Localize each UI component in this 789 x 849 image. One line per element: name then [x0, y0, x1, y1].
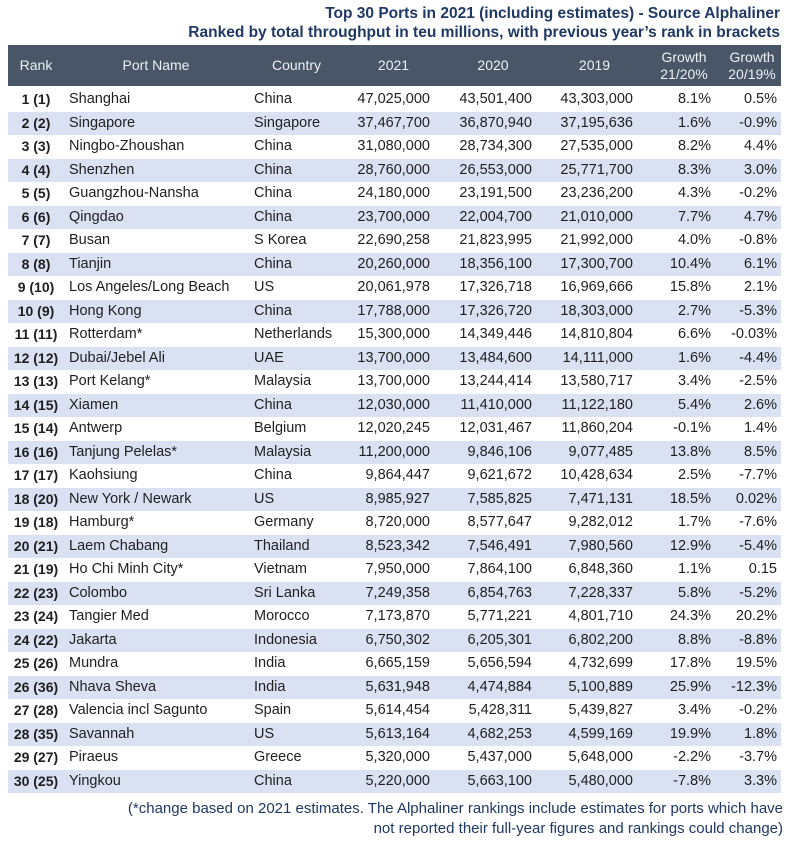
teu-2021-cell: 7,173,870: [365, 608, 430, 624]
rank-cell: 28 (35): [8, 723, 64, 747]
growth-20-19-cell: 0.02%: [723, 488, 781, 512]
teu-2019-cell: 43,303,000: [560, 91, 633, 107]
table-row: [8, 629, 781, 653]
rank-cell: 14 (15): [8, 394, 64, 418]
growth-21-20-cell: 1.1%: [677, 561, 711, 577]
port-name-cell: Shanghai: [69, 91, 131, 107]
growth-20-19-label-line1: Growth: [729, 48, 775, 65]
table-row: [8, 746, 781, 770]
column-header-port-name: Port Name: [64, 45, 248, 87]
port-name-cell: Mundra: [69, 655, 119, 671]
teu-2020-cell: 14,349,446: [459, 326, 532, 342]
header-row: [8, 45, 781, 87]
country-cell: US: [254, 279, 275, 295]
port-name-cell: Nhava Sheva: [64, 676, 248, 700]
teu-2021-cell: 15,300,000: [357, 326, 430, 342]
growth-21-20-cell: 5.4%: [645, 394, 723, 418]
rank-cell: 26 (36): [8, 676, 64, 700]
teu-2021-cell: 8,523,342: [345, 535, 442, 559]
rank-cell: 2 (2): [8, 112, 64, 136]
teu-2019-cell: 6,848,360: [568, 561, 633, 577]
growth-20-19-cell: 4.7%: [723, 206, 781, 230]
table-row: [8, 135, 781, 159]
country-cell: India: [248, 676, 345, 700]
rank-cell: 1 (1): [21, 91, 51, 107]
country-cell: China: [248, 159, 345, 183]
teu-2019-cell: 7,471,131: [544, 488, 645, 512]
port-name-cell: Busan: [69, 232, 111, 248]
table-row: [8, 370, 781, 394]
rank-cell: 9 (10): [17, 279, 55, 295]
growth-20-19-cell: 2.1%: [743, 279, 777, 295]
teu-2020-cell: 5,437,000: [467, 749, 532, 765]
country-cell: S Korea: [254, 232, 307, 248]
country-cell: Belgium: [254, 420, 307, 436]
country-cell: China: [254, 138, 292, 154]
growth-21-20-cell: 10.4%: [645, 253, 723, 277]
growth-20-19-cell: 6.1%: [723, 253, 781, 277]
table-row: [8, 723, 781, 747]
teu-2020-cell: 5,771,221: [467, 608, 532, 624]
teu-2020-cell: 5,663,100: [442, 770, 544, 794]
teu-2019-cell: 11,860,204: [561, 420, 633, 436]
teu-2019-cell: 7,228,337: [544, 582, 645, 606]
footnote-line1: (*change based on 2021 estimates. The Alphaliner rankings include estimates for ports which have: [127, 800, 783, 817]
rank-cell: 23 (24): [13, 608, 59, 624]
teu-2020-cell: 7,585,825: [442, 488, 544, 512]
table-row: [8, 488, 781, 512]
growth-20-19-cell: -0.9%: [723, 112, 781, 136]
growth-20-19-cell: 19.5%: [735, 655, 777, 671]
growth-20-19-cell: 0.15: [748, 561, 777, 577]
country-cell: US: [248, 488, 345, 512]
table-header: [8, 45, 781, 87]
table-row: [8, 652, 781, 676]
teu-2021-cell: 11,200,000: [345, 441, 442, 465]
column-header-2019: 2019: [544, 45, 645, 87]
teu-2020-cell: 43,501,400: [459, 91, 532, 107]
port-name-cell: Colombo: [64, 582, 248, 606]
growth-21-20-cell: 3.4%: [677, 373, 711, 389]
table-row: [8, 605, 781, 629]
table-row: [8, 441, 781, 465]
port-name-cell: Tanjung Pelelas*: [64, 441, 248, 465]
teu-2021-cell: 7,249,358: [345, 582, 442, 606]
teu-2020-cell: 7,864,100: [467, 561, 532, 577]
country-cell: China: [248, 770, 345, 794]
growth-20-19-cell: 2.6%: [723, 394, 781, 418]
teu-2020-cell: 9,621,672: [467, 467, 532, 483]
teu-2019-cell: 13,580,717: [560, 373, 633, 389]
growth-21-20-cell: 4.3%: [677, 185, 711, 201]
teu-2020-cell: 36,870,940: [442, 112, 544, 136]
growth-21-20-cell: 6.6%: [677, 326, 711, 342]
teu-2021-cell: 20,260,000: [345, 253, 442, 277]
growth-21-20-cell: -7.8%: [645, 770, 723, 794]
teu-2021-cell: 5,614,454: [365, 702, 430, 718]
growth-21-20-cell: 13.8%: [645, 441, 723, 465]
rank-cell: 19 (18): [13, 514, 59, 530]
teu-2020-cell: 11,410,000: [442, 394, 544, 418]
country-cell: Singapore: [248, 112, 345, 136]
teu-2021-cell: 31,080,000: [357, 138, 430, 154]
table-row: [8, 676, 781, 700]
table-row: [8, 182, 781, 206]
teu-2019-cell: 9,077,485: [544, 441, 645, 465]
port-name-cell: Valencia incl Sagunto: [69, 702, 208, 718]
growth-20-19-cell: 3.0%: [723, 159, 781, 183]
teu-2020-cell: 4,682,253: [442, 723, 544, 747]
teu-2019-cell: 18,303,000: [544, 300, 645, 324]
teu-2019-cell: 37,195,636: [544, 112, 645, 136]
table-row: [8, 87, 781, 112]
growth-21-20-cell: 17.8%: [669, 655, 711, 671]
teu-2019-cell: 5,480,000: [544, 770, 645, 794]
port-name-cell: Rotterdam*: [69, 326, 143, 342]
port-name-cell: Tangier Med: [69, 608, 149, 624]
title-line2: Ranked by total throughput in teu millions, with previous year’s rank in brackets: [188, 24, 780, 41]
teu-2021-cell: 8,720,000: [365, 514, 430, 530]
teu-2021-cell: 28,760,000: [345, 159, 442, 183]
growth-20-19-cell: 4.4%: [743, 138, 777, 154]
growth-21-20-cell: 5.8%: [645, 582, 723, 606]
teu-2019-cell: 9,282,012: [568, 514, 633, 530]
growth-21-20-cell: 8.1%: [677, 91, 711, 107]
country-cell: China: [248, 300, 345, 324]
teu-2019-cell: 14,810,804: [560, 326, 633, 342]
teu-2021-cell: 13,700,000: [345, 347, 442, 371]
port-name-cell: Antwerp: [69, 420, 123, 436]
teu-2019-cell: 21,010,000: [544, 206, 645, 230]
teu-2020-cell: 26,553,000: [442, 159, 544, 183]
teu-2021-cell: 5,320,000: [365, 749, 430, 765]
port-name-cell: Qingdao: [64, 206, 248, 230]
table-row: [8, 582, 781, 606]
port-name-cell: Yingkou: [64, 770, 248, 794]
teu-2021-cell: 24,180,000: [357, 185, 430, 201]
rank-cell: 27 (28): [13, 702, 59, 718]
growth-21-20-cell: 1.6%: [645, 112, 723, 136]
teu-2020-cell: 6,205,301: [442, 629, 544, 653]
table-row: [8, 464, 781, 488]
country-cell: Netherlands: [254, 326, 333, 342]
teu-2019-cell: 11,122,180: [544, 394, 645, 418]
country-cell: Spain: [254, 702, 292, 718]
growth-20-19-cell: -0.03%: [731, 326, 777, 342]
growth-20-19-cell: 20.2%: [735, 608, 777, 624]
teu-2021-cell: 12,020,245: [357, 420, 430, 436]
teu-2020-cell: 13,484,600: [442, 347, 544, 371]
growth-21-20-cell: 18.5%: [645, 488, 723, 512]
rank-cell: 10 (9): [8, 300, 64, 324]
growth-21-20-cell: 15.8%: [669, 279, 711, 295]
teu-2019-cell: 5,648,000: [568, 749, 633, 765]
country-cell: Malaysia: [248, 441, 345, 465]
growth-21-20-cell: 2.7%: [645, 300, 723, 324]
country-cell: Morocco: [254, 608, 310, 624]
growth-21-20-cell: 2.5%: [677, 467, 711, 483]
growth-21-20-label-line2: 21/20%: [660, 65, 708, 82]
growth-21-20-cell: 8.3%: [645, 159, 723, 183]
footnote-line2: not reported their full-year figures and rankings could change): [373, 820, 783, 837]
country-cell: India: [254, 655, 286, 671]
teu-2019-cell: 4,599,169: [544, 723, 645, 747]
table-row: [8, 770, 781, 794]
rank-cell: 29 (27): [13, 749, 59, 765]
growth-21-20-cell: -2.2%: [673, 749, 711, 765]
teu-2021-cell: 20,061,978: [357, 279, 430, 295]
growth-21-20-cell: 8.2%: [677, 138, 711, 154]
rank-cell: 6 (6): [8, 206, 64, 230]
growth-21-20-cell: 25.9%: [645, 676, 723, 700]
teu-2021-cell: 37,467,700: [345, 112, 442, 136]
growth-20-19-cell: -4.4%: [723, 347, 781, 371]
port-name-cell: Ningbo-Zhoushan: [69, 138, 185, 154]
ports-table: [8, 45, 781, 793]
rank-cell: 3 (3): [21, 138, 51, 154]
table-row: [8, 394, 781, 418]
table-row: [8, 347, 781, 371]
growth-21-20-label-line1: Growth: [661, 48, 707, 65]
growth-20-19-cell: -2.5%: [739, 373, 777, 389]
rank-cell: 24 (22): [8, 629, 64, 653]
growth-20-19-label-line2: 20/19%: [728, 65, 776, 82]
teu-2021-cell: 6,665,159: [365, 655, 430, 671]
growth-20-19-cell: -8.8%: [723, 629, 781, 653]
growth-20-19-cell: -0.2%: [739, 185, 777, 201]
column-header-rank: Rank: [8, 45, 64, 87]
table-row: [8, 511, 781, 535]
table-row: [8, 159, 781, 183]
teu-2020-cell: 22,004,700: [442, 206, 544, 230]
teu-2021-cell: 5,220,000: [345, 770, 442, 794]
teu-2019-cell: 7,980,560: [544, 535, 645, 559]
teu-2020-cell: 17,326,718: [459, 279, 532, 295]
growth-21-20-cell: -0.1%: [673, 420, 711, 436]
port-name-cell: Laem Chabang: [64, 535, 248, 559]
teu-2019-cell: 4,801,710: [568, 608, 633, 624]
footnote: [0, 793, 789, 839]
teu-2020-cell: 8,577,647: [467, 514, 532, 530]
growth-20-19-cell: 3.3%: [723, 770, 781, 794]
country-cell: Sri Lanka: [248, 582, 345, 606]
country-cell: China: [254, 91, 292, 107]
growth-21-20-cell: 7.7%: [645, 206, 723, 230]
teu-2020-cell: 7,546,491: [442, 535, 544, 559]
rank-cell: 17 (17): [13, 467, 59, 483]
port-name-cell: Dubai/Jebel Ali: [64, 347, 248, 371]
growth-21-20-cell: 12.9%: [645, 535, 723, 559]
teu-2019-cell: 14,111,000: [544, 347, 645, 371]
country-cell: Malaysia: [254, 373, 312, 389]
country-cell: UAE: [248, 347, 345, 371]
country-cell: China: [248, 253, 345, 277]
table-row: [8, 417, 781, 441]
growth-20-19-cell: -5.2%: [723, 582, 781, 606]
country-cell: China: [254, 467, 292, 483]
growth-20-19-cell: 8.5%: [723, 441, 781, 465]
port-name-cell: Jakarta: [64, 629, 248, 653]
growth-21-20-cell: 1.6%: [645, 347, 723, 371]
growth-20-19-cell: -7.6%: [739, 514, 777, 530]
port-name-cell: Savannah: [64, 723, 248, 747]
teu-2019-cell: 5,439,827: [568, 702, 633, 718]
country-cell: Greece: [254, 749, 302, 765]
rank-cell: 12 (12): [8, 347, 64, 371]
teu-2019-cell: 25,771,700: [544, 159, 645, 183]
port-name-cell: Hamburg*: [69, 514, 135, 530]
growth-21-20-cell: 19.9%: [645, 723, 723, 747]
port-name-cell: Los Angeles/Long Beach: [69, 279, 230, 295]
table-row: [8, 558, 781, 582]
teu-2021-cell: 6,750,302: [345, 629, 442, 653]
port-name-cell: Piraeus: [69, 749, 119, 765]
teu-2021-cell: 22,690,258: [357, 232, 430, 248]
port-name-cell: Port Kelang*: [69, 373, 151, 389]
teu-2019-cell: 27,535,000: [560, 138, 633, 154]
teu-2021-cell: 5,631,948: [345, 676, 442, 700]
teu-2020-cell: 12,031,467: [459, 420, 532, 436]
table-row: [8, 699, 781, 723]
rank-cell: 22 (23): [8, 582, 64, 606]
teu-2019-cell: 17,300,700: [544, 253, 645, 277]
teu-2020-cell: 28,734,300: [459, 138, 532, 154]
teu-2020-cell: 9,846,106: [442, 441, 544, 465]
teu-2020-cell: 13,244,414: [459, 373, 532, 389]
rank-cell: 15 (14): [13, 420, 59, 436]
growth-20-19-cell: -12.3%: [723, 676, 781, 700]
rank-cell: 30 (25): [8, 770, 64, 794]
teu-2020-cell: 21,823,995: [459, 232, 532, 248]
growth-20-19-cell: -0.2%: [739, 702, 777, 718]
teu-2021-cell: 12,030,000: [345, 394, 442, 418]
teu-2020-cell: 5,428,311: [468, 702, 532, 718]
teu-2021-cell: 17,788,000: [345, 300, 442, 324]
teu-2021-cell: 7,950,000: [365, 561, 430, 577]
country-cell: China: [248, 394, 345, 418]
teu-2021-cell: 8,985,927: [345, 488, 442, 512]
port-name-cell: Ho Chi Minh City*: [69, 561, 184, 577]
port-name-cell: New York / Newark: [64, 488, 248, 512]
teu-2019-cell: 10,428,634: [560, 467, 633, 483]
growth-21-20-cell: 8.8%: [645, 629, 723, 653]
growth-20-19-cell: -3.7%: [739, 749, 777, 765]
teu-2019-cell: 6,802,200: [544, 629, 645, 653]
port-name-cell: Shenzhen: [64, 159, 248, 183]
column-header-country: Country: [248, 45, 345, 87]
teu-2019-cell: 4,732,699: [568, 655, 633, 671]
port-name-cell: Kaohsiung: [69, 467, 138, 483]
rank-cell: 5 (5): [21, 185, 51, 201]
port-name-cell: Hong Kong: [64, 300, 248, 324]
table-body: [8, 87, 781, 793]
table-row: [8, 276, 781, 300]
table-row: [8, 323, 781, 347]
table-row: [8, 206, 781, 230]
table-row: [8, 300, 781, 324]
teu-2019-cell: 23,236,200: [560, 185, 633, 201]
country-cell: Thailand: [248, 535, 345, 559]
teu-2020-cell: 6,854,763: [442, 582, 544, 606]
port-name-cell: Xiamen: [64, 394, 248, 418]
growth-21-20-cell: 3.4%: [677, 702, 711, 718]
teu-2020-cell: 17,326,720: [442, 300, 544, 324]
teu-2021-cell: 47,025,000: [357, 91, 430, 107]
rank-cell: 8 (8): [8, 253, 64, 277]
growth-21-20-cell: 1.7%: [677, 514, 711, 530]
country-cell: China: [254, 185, 292, 201]
growth-20-19-cell: 1.8%: [723, 723, 781, 747]
column-header-2020: 2020: [442, 45, 544, 87]
teu-2019-cell: 5,100,889: [544, 676, 645, 700]
port-name-cell: Singapore: [64, 112, 248, 136]
rank-cell: 4 (4): [8, 159, 64, 183]
title-line1: Top 30 Ports in 2021 (including estimates) - Source Alphaliner: [325, 5, 780, 22]
teu-2021-cell: 23,700,000: [345, 206, 442, 230]
rank-cell: 11 (11): [14, 326, 58, 342]
teu-2019-cell: 16,969,666: [560, 279, 633, 295]
growth-21-20-cell: 4.0%: [677, 232, 711, 248]
growth-20-19-cell: -7.7%: [739, 467, 777, 483]
page-title: [0, 0, 789, 42]
teu-2020-cell: 18,356,100: [442, 253, 544, 277]
teu-2021-cell: 13,700,000: [357, 373, 430, 389]
growth-20-19-cell: -5.4%: [723, 535, 781, 559]
teu-2020-cell: 5,656,594: [467, 655, 532, 671]
country-cell: Indonesia: [248, 629, 345, 653]
teu-2021-cell: 5,613,164: [345, 723, 442, 747]
country-cell: China: [248, 206, 345, 230]
growth-20-19-cell: 1.4%: [743, 420, 777, 436]
country-cell: Vietnam: [254, 561, 307, 577]
growth-20-19-cell: -5.3%: [723, 300, 781, 324]
teu-2020-cell: 4,474,884: [442, 676, 544, 700]
teu-2020-cell: 23,191,500: [459, 185, 532, 201]
growth-20-19-cell: -0.8%: [739, 232, 777, 248]
table-row: [8, 112, 781, 136]
rank-cell: 13 (13): [13, 373, 59, 389]
country-cell: Germany: [254, 514, 314, 530]
country-cell: US: [248, 723, 345, 747]
growth-20-19-cell: 0.5%: [743, 91, 777, 107]
rank-cell: 25 (26): [13, 655, 59, 671]
teu-2021-cell: 9,864,447: [365, 467, 430, 483]
table-row: [8, 535, 781, 559]
rank-cell: 16 (16): [8, 441, 64, 465]
rank-cell: 20 (21): [8, 535, 64, 559]
table-row: [8, 253, 781, 277]
port-name-cell: Guangzhou-Nansha: [69, 185, 199, 201]
rank-cell: 21 (19): [13, 561, 59, 577]
rank-cell: 7 (7): [21, 232, 51, 248]
column-header-growth-21-20: [645, 45, 723, 87]
teu-2019-cell: 21,992,000: [560, 232, 633, 248]
column-header-2021: 2021: [345, 45, 442, 87]
column-header-growth-20-19: [723, 45, 781, 87]
table-row: [8, 229, 781, 253]
rank-cell: 18 (20): [8, 488, 64, 512]
port-name-cell: Tianjin: [64, 253, 248, 277]
growth-21-20-cell: 24.3%: [669, 608, 711, 624]
